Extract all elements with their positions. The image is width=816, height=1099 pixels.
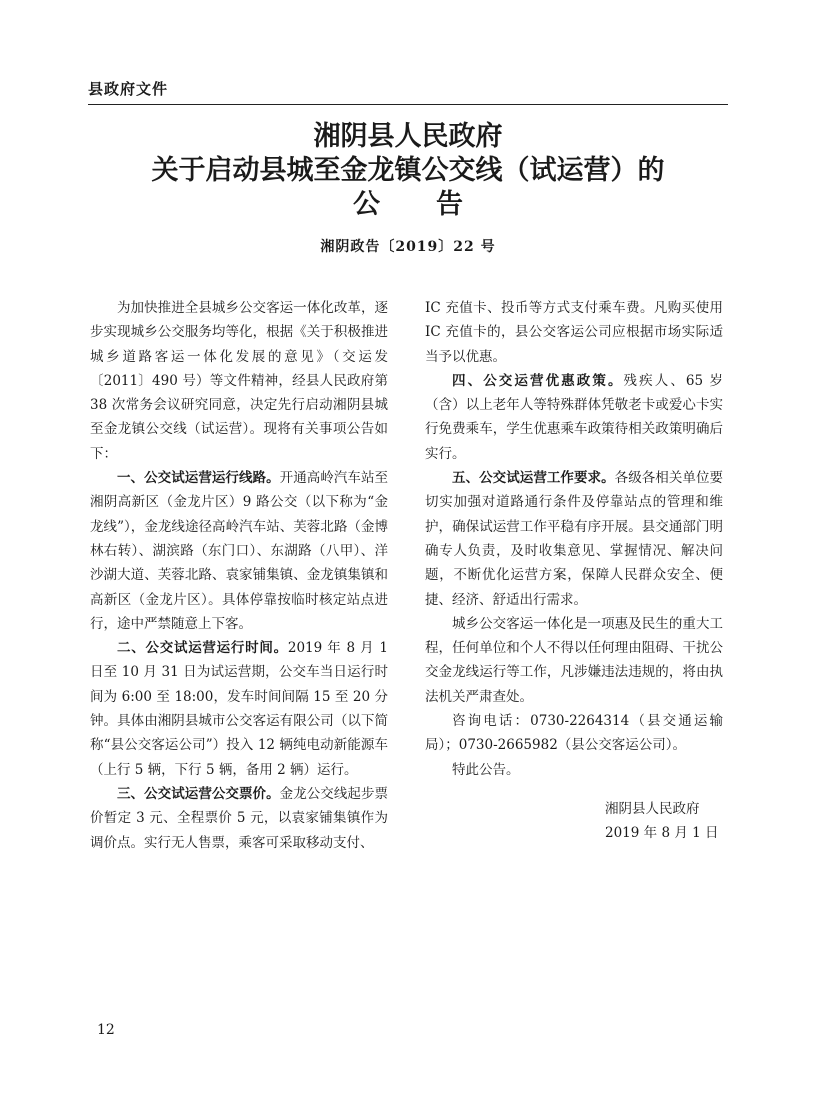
right-column [425, 296, 723, 782]
title-line-3: 公告 [353, 189, 519, 220]
page-number: 12 [97, 1022, 115, 1038]
section-3 [90, 782, 388, 855]
contact-paragraph: 咨询电话：0730-2264314（县交通运输局）；0730-2665982（县公交客运公司）。 [425, 713, 723, 754]
section-4-heading: 四、公交运营优惠政策。 [452, 372, 624, 389]
section-header: 县政府文件 [88, 80, 169, 98]
section-3-body: 金龙公交线起步票价暂定 3 元、全程票价 5 元，以袁家铺集镇作为调价点。实行无人售票，乘客可采取移动支付、 [90, 785, 389, 851]
closing-paragraph: 特此公告。 [452, 761, 520, 778]
left-column [90, 296, 388, 855]
section-2-heading: 二、公交试运营运行时间。 [117, 640, 288, 657]
section-2 [90, 636, 388, 782]
signature-date: 2019 年 8 月 1 日 [605, 825, 719, 841]
section-3-continued: IC 充值卡、投币等方式支付乘车费。凡购买使用 IC 充值卡的，县公交客运公司应根据市场实际适当予以优惠。 [425, 300, 723, 365]
header-divider [88, 104, 728, 105]
signature-org: 湘阴县人民政府 [605, 801, 700, 817]
section-1 [90, 466, 388, 636]
section-4-body: 残疾人、65 岁（含）以上老年人等特殊群体凭敬老卡或爱心卡实行免费乘车，学生优惠乘车政策待相关政策明确后实行。 [425, 372, 723, 462]
title-line-2: 关于启动县城至金龙镇公交线（试运营）的 [151, 155, 665, 186]
section-1-heading: 一、公交试运营运行线路。 [117, 470, 280, 487]
title-line-1: 湘阴县人民政府 [313, 121, 503, 152]
section-5 [425, 466, 723, 612]
section-1-body: 开通高岭汽车站至湘阴高新区（金龙片区）9 路公交（以下称为“金龙线”），金龙线途径高岭汽车站、芙蓉北路（金博林右转）、湖滨路（东门口）、东湖路（八甲）、洋沙湖大道、芙蓉北路、袁家铺集镇、金龙镇集镇和高新区（金龙片区）。具体停靠按临时核定站点进行，途中严禁随意上下客。 [90, 470, 389, 632]
document-number: 湘阴政告〔2019〕22 号 [320, 239, 496, 255]
section-5-heading: 五、公交试运营工作要求。 [452, 470, 615, 487]
section-5-body: 各级各相关单位要切实加强对道路通行条件及停靠站点的管理和维护，确保试运营工作平稳有序开展。县交通部门明确专人负责，及时收集意见、掌握情况、解决问题，不断优化运营方案，保障人民群众安全、便捷、经济、舒适出行需求。 [425, 470, 724, 608]
section-4 [425, 369, 723, 466]
section-2-body: 2019 年 8 月 1 日至 10 月 31 日为试运营期，公交车当日运行时间为 6:00 至 18:00，发车时间间隔 15 至 20 分钟。具体由湘阴县城市公交客运有限公司（以下简称“县公交客运公司”）投入 12 辆纯电动新能源车（上行 5 辆，下行 5 辆，备用 2 辆）运行。 [90, 640, 389, 778]
section-3-heading: 三、公交试运营公交票价。 [117, 785, 280, 802]
integration-paragraph: 城乡公交客运一体化是一项惠及民生的重大工程，任何单位和个人不得以任何理由阻碍、干扰公交金龙线运行等工作，凡涉嫌违法违规的，将由执法机关严肃查处。 [425, 615, 723, 705]
intro-paragraph: 为加快推进全县城乡公交客运一体化改革，逐步实现城乡公交服务均等化，根据《关于积极推进城乡道路客运一体化发展的意见》（交运发〔2011〕490 号）等文件精神，经县人民政府第 38 次常务会议研究同意，决定先行启动湘阴县城至金龙镇公交线（试运营）。现将有关事项公告如下： [90, 300, 388, 462]
